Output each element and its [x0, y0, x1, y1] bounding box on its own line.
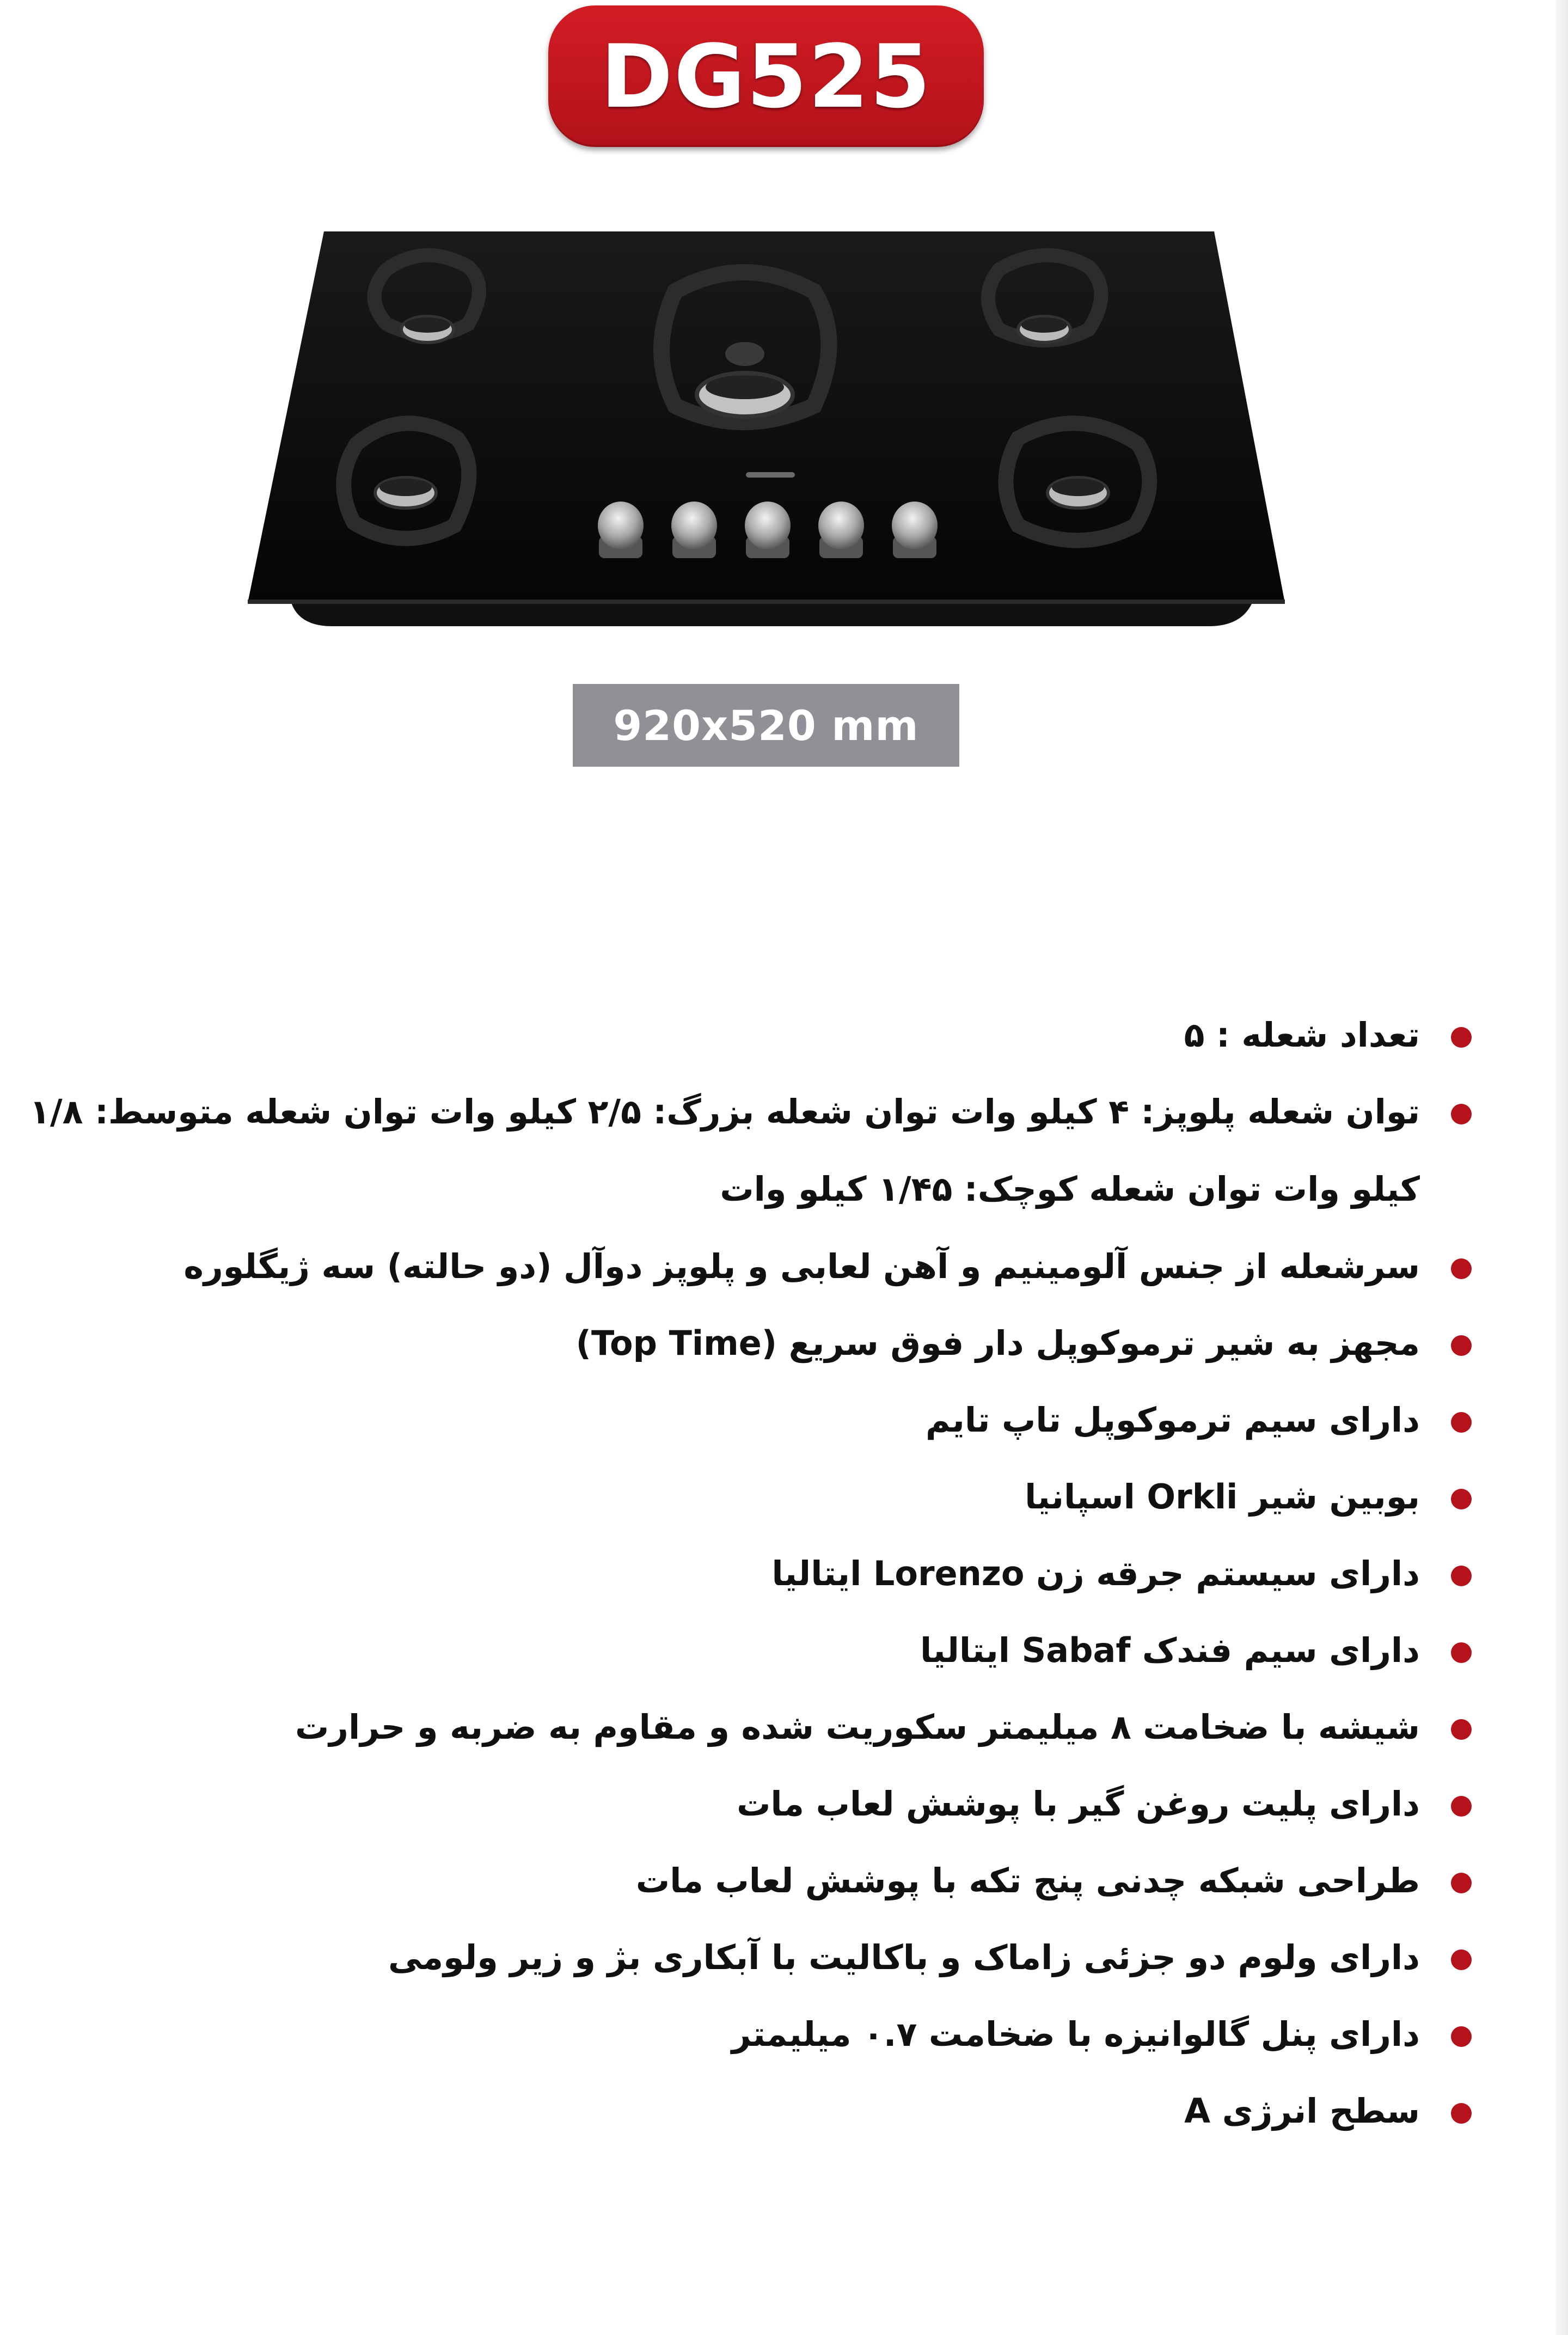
- bullet-icon: [1451, 1719, 1472, 1740]
- bullet-icon: [1451, 1642, 1472, 1663]
- bullet-icon: [1451, 1027, 1472, 1048]
- feature-item: طراحی شبکه چدنی پنج تکه با پوشش لعاب مات: [23, 1842, 1472, 1919]
- feature-item: شیشه با ضخامت ۸ میلیمتر سکوریت شده و مقاوم به ضربه و حرارت: [23, 1689, 1472, 1765]
- dimensions-text: 920x520 mm: [613, 701, 919, 750]
- bullet-icon: [1451, 2026, 1472, 2047]
- feature-item: دارای ولوم دو جزئی زاماک و باکالیت با آبکاری بژ و زیر ولومی: [23, 1919, 1472, 1996]
- feature-item: تعداد شعله : ۵: [23, 997, 1472, 1073]
- feature-item: مجهز به شیر ترموکوپل دار فوق سریع (Top Time): [23, 1305, 1472, 1382]
- feature-item: توان شعله پلوپز: ۴ کیلو وات توان شعله بزرگ: ۲/۵ کیلو وات توان شعله متوسط: ۱/۸ کیلو وات توان شعله کوچک: ۱/۴۵ کیلو وات: [23, 1073, 1472, 1228]
- feature-list: [23, 997, 1472, 2149]
- cooktop-product-image: [240, 221, 1301, 634]
- bullet-icon: [1451, 1796, 1472, 1817]
- bullet-icon: [1451, 1412, 1472, 1433]
- bullet-icon: [1451, 1873, 1472, 1893]
- feature-item: دارای سیم فندک Sabaf ایتالیا: [23, 1612, 1472, 1689]
- bullet-icon: [1451, 1258, 1472, 1279]
- knob-3: [745, 502, 791, 558]
- model-name: DG525: [600, 25, 932, 127]
- dimensions-badge: [573, 684, 959, 767]
- knob-2: [671, 502, 717, 558]
- bullet-icon: [1451, 1949, 1472, 1970]
- knob-4: [818, 502, 864, 558]
- feature-item: دارای پلیت روغن گیر با پوشش لعاب مات: [23, 1765, 1472, 1842]
- model-badge: [548, 5, 984, 147]
- bullet-icon: [1451, 1104, 1472, 1124]
- knob-1: [598, 502, 644, 558]
- bullet-icon: [1451, 1489, 1472, 1509]
- feature-item: بوبین شیر Orkli اسپانیا: [23, 1458, 1472, 1535]
- page-edge-shadow: [1556, 0, 1568, 2335]
- feature-item: سرشعله از جنس آلومینیم و آهن لعابی و پلوپز دوآل (دو حالته) سه ژیگلوره: [23, 1228, 1472, 1305]
- knob-5: [892, 502, 938, 558]
- feature-item: دارای پنل گالوانیزه با ضخامت ۰.۷ میلیمتر: [23, 1996, 1472, 2073]
- bullet-icon: [1451, 1566, 1472, 1586]
- feature-item: دارای سیم ترموکوپل تاپ تایم: [23, 1382, 1472, 1458]
- feature-item: سطح انرژی A: [23, 2073, 1472, 2149]
- bullet-icon: [1451, 1335, 1472, 1356]
- feature-item: دارای سیستم جرقه زن Lorenzo ایتالیا: [23, 1535, 1472, 1612]
- bullet-icon: [1451, 2103, 1472, 2124]
